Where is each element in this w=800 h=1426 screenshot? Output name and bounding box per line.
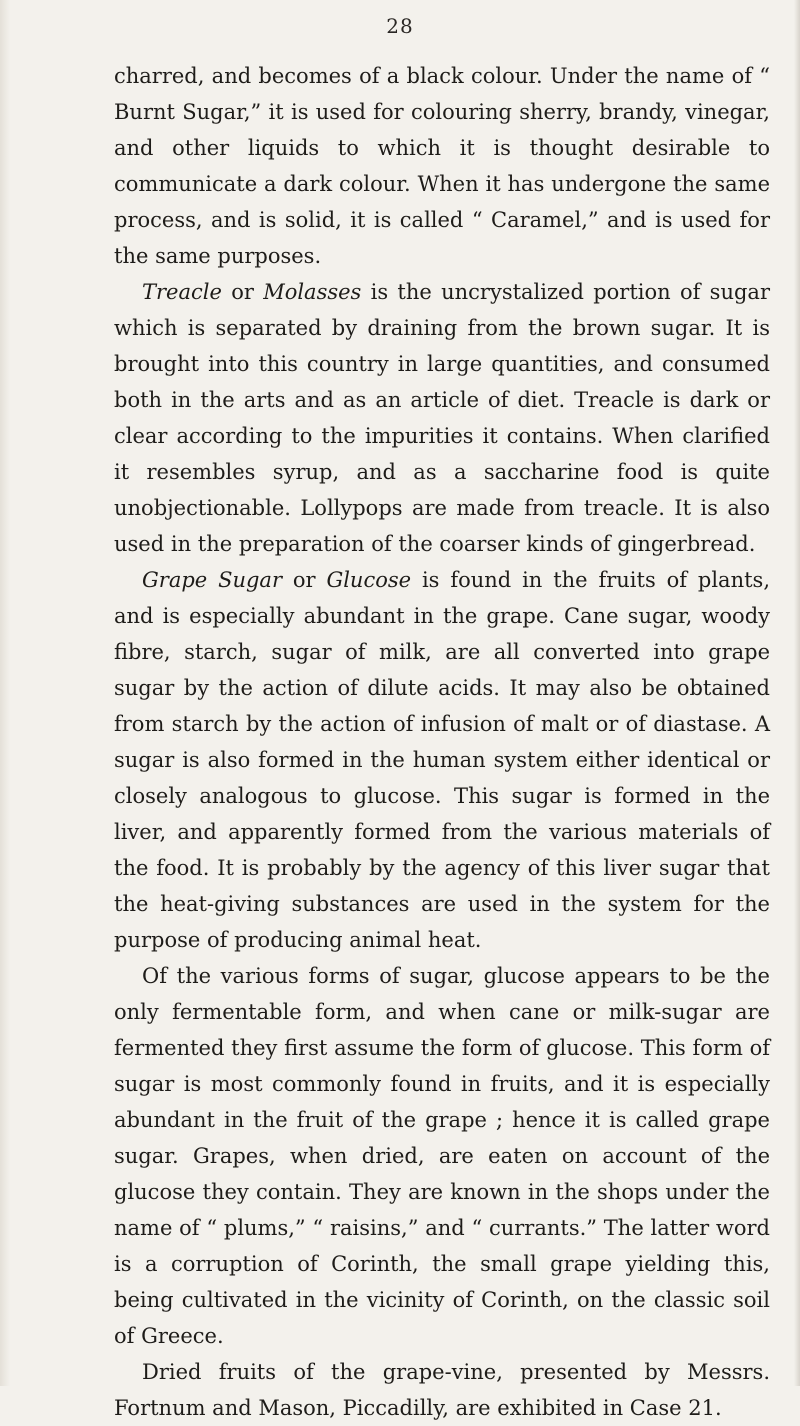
paragraph-text: is the uncrystalized portion of sugar which is separated by draining from the brown sugar. It is brought into this country in large quantities, and consumed both in the arts and as an article of diet. Treacle is dark or clear according to the impurities it contains. When clarified it resembles syrup, and as a saccharine food is quite unobjectionable. Lollypops are made from treacle. It is also used in the preparation of the coarser kinds of gingerbread. [114, 280, 770, 556]
term-grape-sugar: Grape Sugar [142, 568, 282, 592]
page-number: 28 [386, 14, 414, 38]
paragraph-text: Dried fruits of the grape-vine, presented by Messrs. Fortnum and Mason, Piccadilly, are exhibited in Case 21. [114, 1360, 770, 1420]
paragraph-burnt-sugar [114, 58, 770, 274]
paragraph-dried-fruits [114, 1354, 770, 1426]
term-treacle: Treacle [142, 280, 222, 304]
paragraph-fermentable-forms [114, 958, 770, 1354]
paragraph-text: is found in the fruits of plants, and is especially abundant in the grape. Cane sugar, woody fibre, starch, sugar of milk, are all converted into grape sugar by the action of dilute acids. It may also be obtained from starch by the action of infusion of malt or of diastase. A sugar is also formed in the human system either identical or closely analogous to glucose. This sugar is formed in the liver, and apparently formed from the various materials of the food. It is probably by the agency of this liver sugar that the heat-giving substances are used in the system for the purpose of producing animal heat. [114, 568, 770, 952]
page-right-edge [794, 0, 800, 1386]
term-connector: or [221, 280, 264, 304]
term-glucose: Glucose [326, 568, 412, 592]
paragraph-text: Of the various forms of sugar, glucose appears to be the only fermentable form, and when cane or milk-sugar are fermented they first assume the form of glucose. This form of sugar is most commonly found in fruits, and it is especially abundant in the fruit of the grape ; hence it is called grape sugar. Grapes, when dried, are eaten on account of the glucose they contain. They are known in the shops under the name of “ plums,” “ raisins,” and “ currants.” The latter word is a corruption of Corinth, the small grape yielding this, being cultivated in the vicinity of Corinth, on the classic soil of Greece. [114, 964, 770, 1348]
page-left-edge [0, 0, 10, 1386]
term-molasses: Molasses [263, 280, 362, 304]
term-connector: or [282, 568, 327, 592]
paragraph-treacle [114, 274, 770, 562]
body-text [114, 58, 770, 1426]
paragraph-text: charred, and becomes of a black colour. Under the name of “ Burnt Sugar,” it is used for colouring sherry, brandy, vinegar, and other liquids to which it is thought desirable to communicate a dark colour. When it has undergone the same process, and is solid, it is called “ Caramel,” and is used for the same purposes. [114, 64, 770, 268]
paragraph-grape-sugar [114, 562, 770, 958]
